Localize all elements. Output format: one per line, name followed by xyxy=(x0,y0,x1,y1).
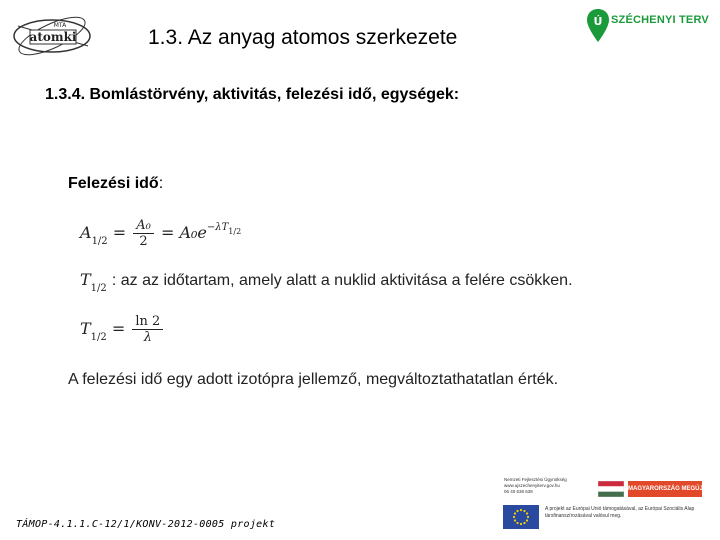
eq3-fraction xyxy=(132,314,163,345)
atomki-logo-graphic xyxy=(8,6,100,62)
eq3-equals: = xyxy=(111,319,126,338)
eq2-text: : az az időtartam, amely alatt a nuklid aktivitása a felére csökken. xyxy=(111,272,573,289)
hungarian-flag-icon xyxy=(598,481,624,497)
magyarorszag-megujul-badge: MAGYARORSZÁG MEGÚJUL xyxy=(628,481,702,497)
map-pin-icon xyxy=(586,8,610,44)
eq1-rhs: A₀e xyxy=(179,223,207,242)
eq1-lhs: A xyxy=(80,223,92,242)
atomki-logo xyxy=(8,6,100,62)
szechenyi-logo-text: SZÉCHENYI TERV xyxy=(611,14,709,26)
eq3-denominator: λ xyxy=(143,330,152,345)
heading-bold: Felezési idő xyxy=(68,175,159,192)
eq2-symbol: T xyxy=(80,270,91,289)
heading-suffix: : xyxy=(158,175,164,192)
eq1-numerator: A₀ xyxy=(133,218,154,234)
eu-flag-icon xyxy=(503,505,539,529)
half-life-activity-equation xyxy=(80,218,241,249)
eq1-equals-2: = xyxy=(160,223,175,242)
half-life-statement: A felezési idő egy adott izotópra jellemző, megváltoztathatatlan érték. xyxy=(68,371,559,388)
eq1-equals: = xyxy=(112,223,127,242)
section-subtitle: 1.3.4. Bomlástörvény, aktivitás, felezési idő, egységek: xyxy=(45,86,460,103)
half-life-definition xyxy=(80,270,573,294)
nfu-line: www.ujszechenyiterv.gov.hu xyxy=(504,483,560,488)
eq1-half: 1/2 xyxy=(91,236,108,247)
project-id: TÁMOP-4.1.1.C-12/1/KONV-2012-0005 projekt xyxy=(16,519,276,530)
atomki-logo-text: atomki xyxy=(29,30,77,44)
half-life-formula xyxy=(80,314,165,345)
eq3-half: 1/2 xyxy=(90,332,107,343)
nfu-contact-block xyxy=(504,477,594,495)
eq2-half: 1/2 xyxy=(90,283,107,294)
eq1-denominator: 2 xyxy=(139,234,148,249)
nfu-line: 06 40 638 638 xyxy=(504,489,533,494)
eu-funding-note: A projekt az Európai Unió támogatásával, az Európai Szociális Alap társfinanszírozásával valósul meg. xyxy=(545,506,695,519)
nfu-line: Nemzeti Fejlesztési Ügynökség xyxy=(504,477,567,482)
eq1-fraction xyxy=(133,218,154,249)
eq1-exponent: −λT xyxy=(206,222,229,233)
page-title: 1.3. Az anyag atomos szerkezete xyxy=(148,26,458,49)
atomki-logo-small: MTA xyxy=(53,22,67,29)
eq1-exponent-half: 1/2 xyxy=(228,227,242,236)
szechenyi-icon-letter: Ú xyxy=(593,15,603,28)
content-heading xyxy=(68,175,163,193)
eq3-symbol: T xyxy=(80,319,91,338)
eq3-numerator: ln 2 xyxy=(132,314,163,330)
